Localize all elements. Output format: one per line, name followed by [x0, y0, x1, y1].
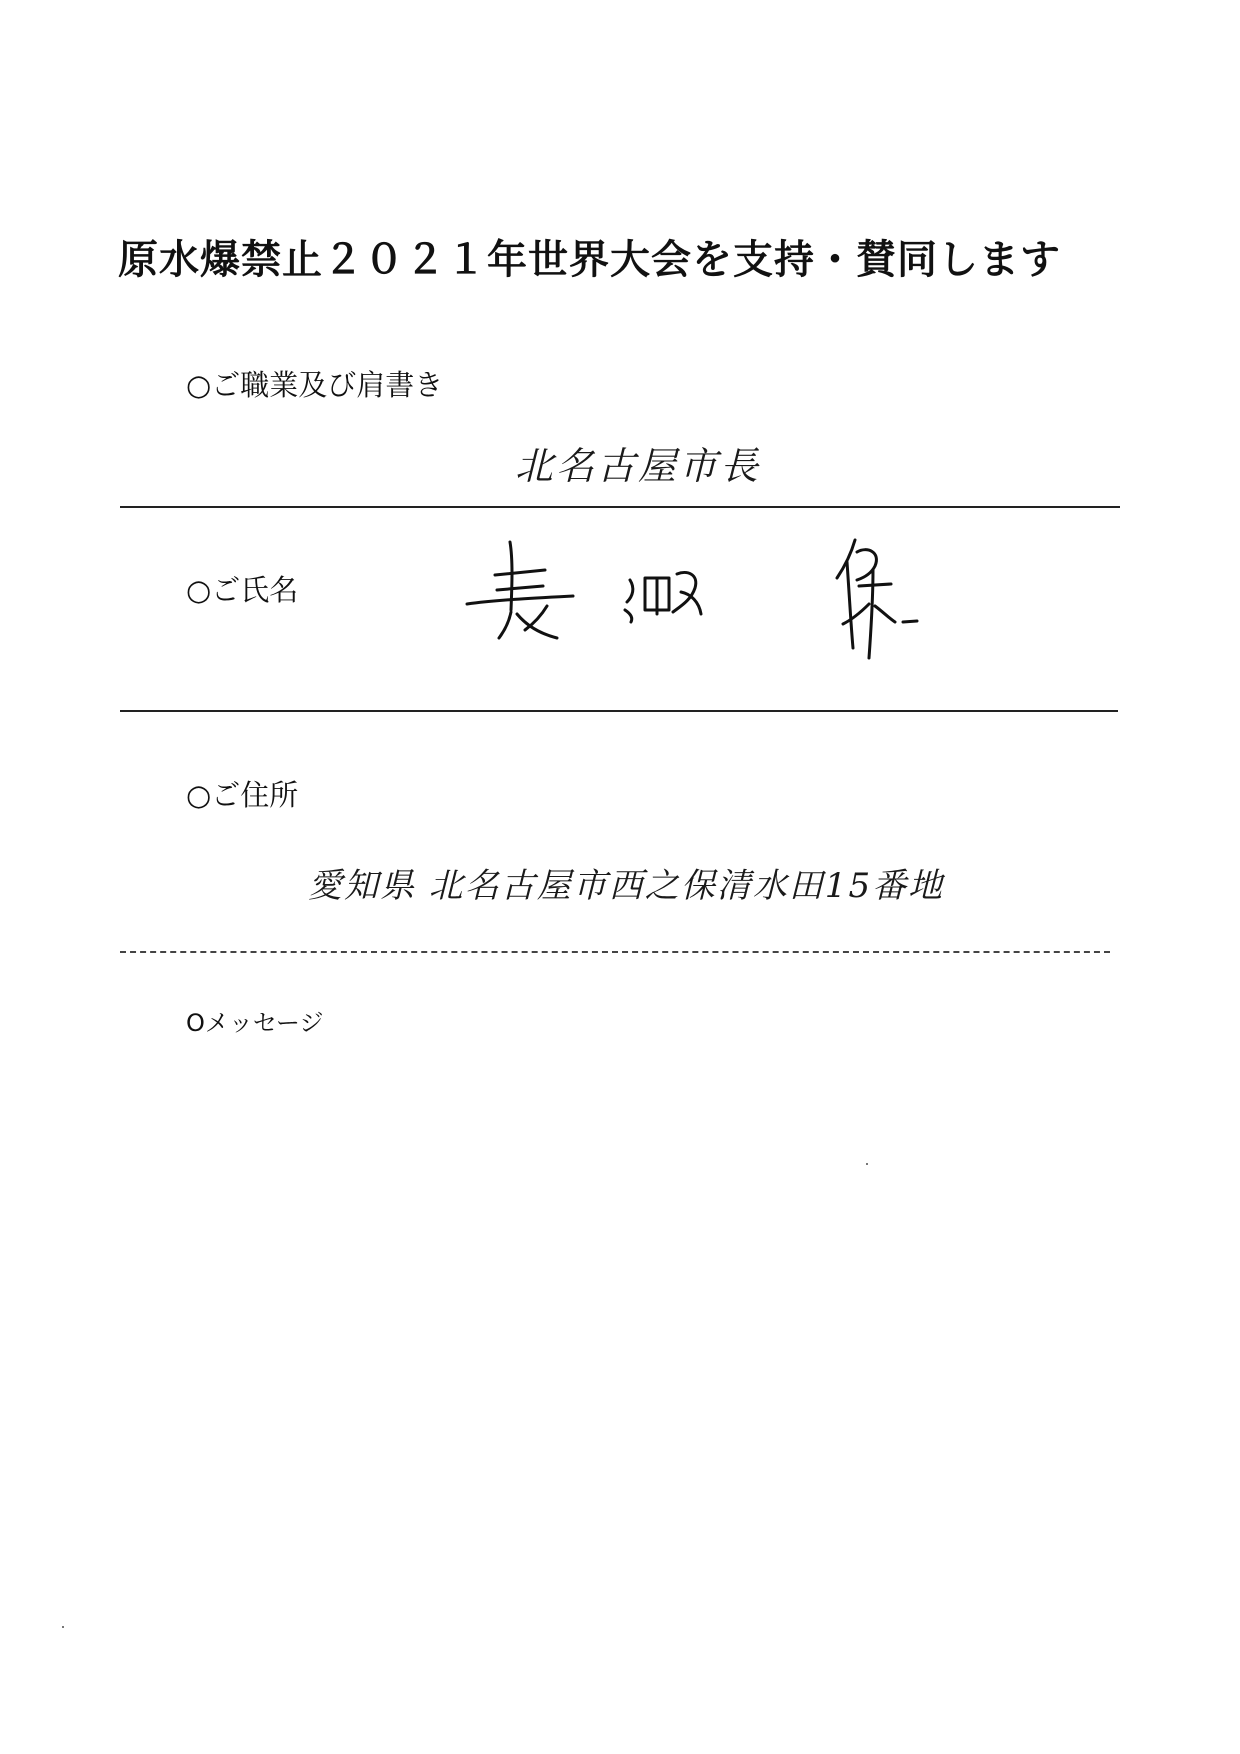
message-label: Oメッセージ	[186, 1009, 324, 1037]
name-label: ○ご氏名	[186, 573, 299, 607]
page-title: 原水爆禁止２０２１年世界大会を支持・賛同します	[118, 237, 1061, 283]
address-value: 愛知県 北名古屋市西之保清水田15番地	[308, 866, 945, 906]
occupation-label: ○ご職業及び肩書き	[186, 368, 444, 402]
occupation-rule	[120, 506, 1120, 508]
name-signature	[455, 530, 935, 665]
occupation-value: 北名古屋市長	[515, 444, 762, 488]
name-rule	[120, 710, 1118, 712]
scan-speck	[866, 1163, 868, 1165]
address-label: ○ご住所	[186, 778, 299, 812]
scan-speck	[62, 1626, 64, 1628]
address-rule	[120, 951, 1110, 953]
